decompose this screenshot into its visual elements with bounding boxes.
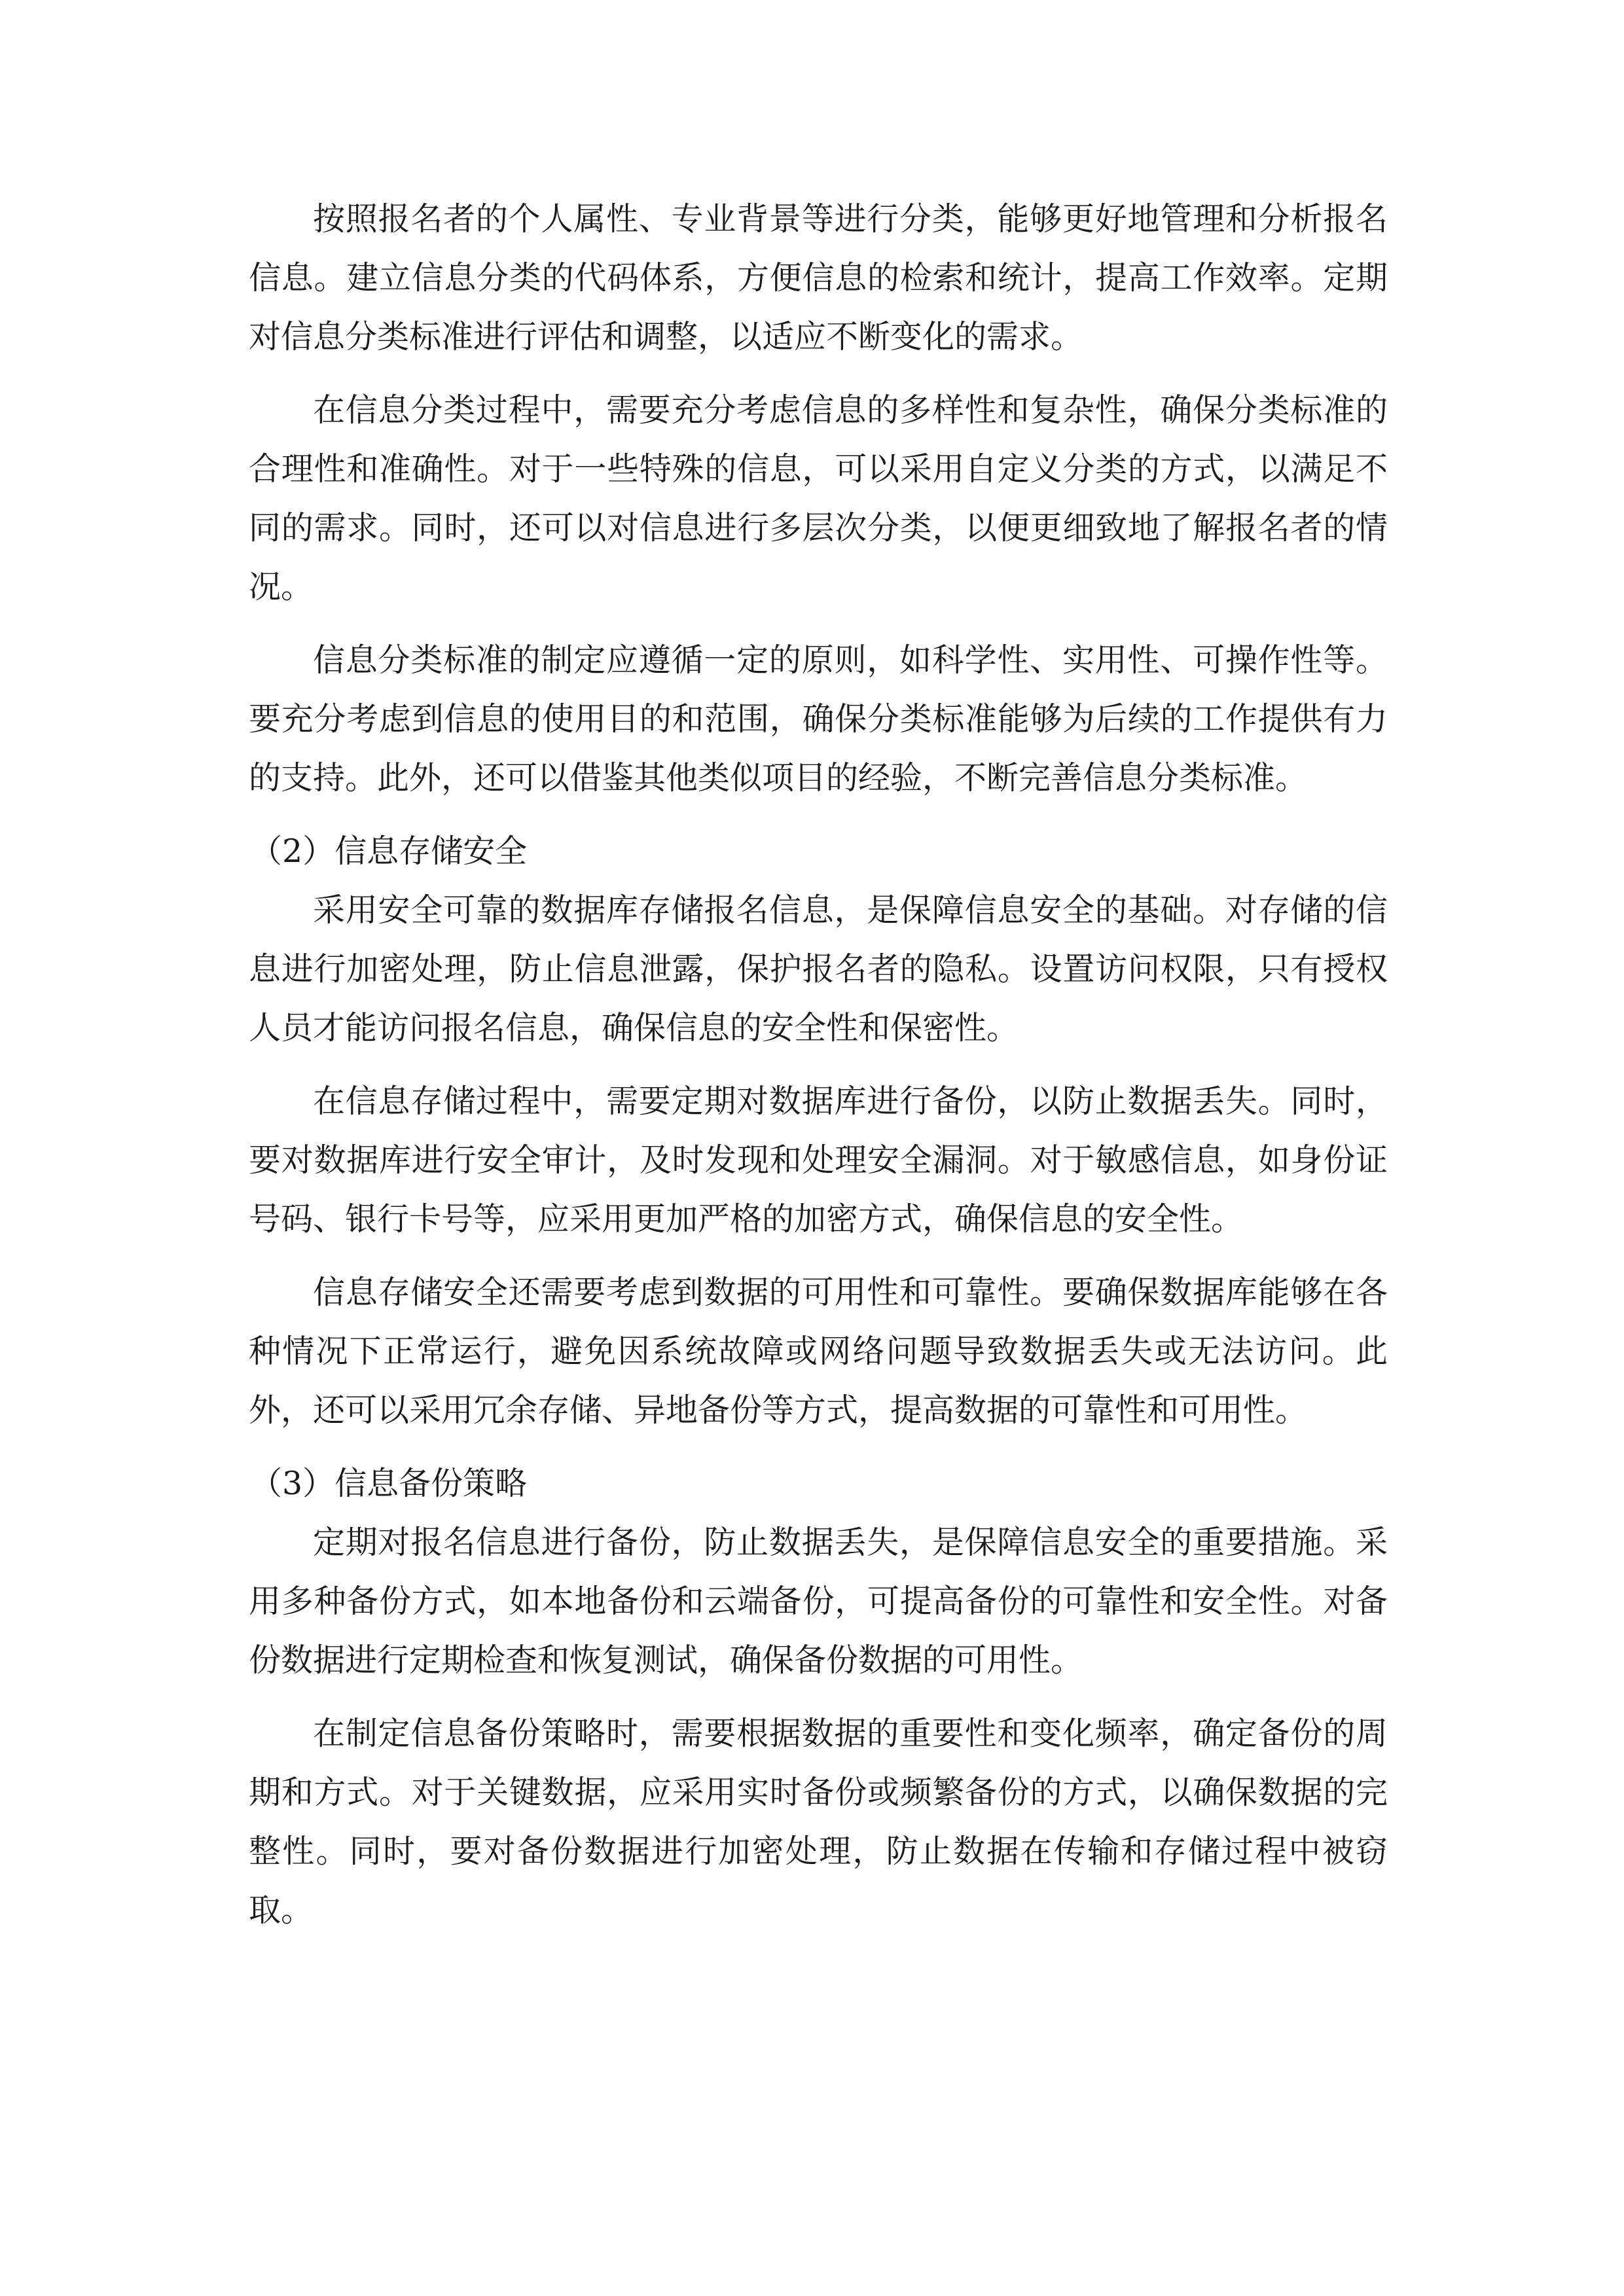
document-body <box>249 190 1388 1954</box>
paragraph-backup-policy: 在制定信息备份策略时，需要根据数据的重要性和变化频率，确定备份的周期和方式。对于关键数据，应采用实时备份或频繁备份的方式，以确保数据的完整性。同时，要对备份数据进行加密处理，防止数据在传输和存储过程中被窃取。 <box>249 1715 1388 1929</box>
paragraph-storage-database: 采用安全可靠的数据库存储报名信息，是保障信息安全的基础。对存储的信息进行加密处理，防止信息泄露，保护报名者的隐私。设置访问权限，只有授权人员才能访问报名信息，确保信息的安全性和保密性。 <box>249 891 1388 1047</box>
paragraph-storage-availability: 信息存储安全还需要考虑到数据的可用性和可靠性。要确保数据库能够在各种情况下正常运行，避免因系统故障或网络问题导致数据丢失或无法访问。此外，还可以采用冗余存储、异地备份等方式，提高数据的可靠性和可用性。 <box>249 1274 1388 1429</box>
paragraph-classification-process: 在信息分类过程中，需要充分考虑信息的多样性和复杂性，确保分类标准的合理性和准确性。对于一些特殊的信息，可以采用自定义分类的方式，以满足不同的需求。同时，还可以对信息进行多层次分类，以便更细致地了解报名者的情况。 <box>249 391 1388 605</box>
paragraph-storage-process: 在信息存储过程中，需要定期对数据库进行备份，以防止数据丢失。同时，要对数据库进行安全审计，及时发现和处理安全漏洞。对于敏感信息，如身份证号码、银行卡号等，应采用更加严格的加密方式，确保信息的安全性。 <box>249 1083 1388 1238</box>
section-heading-backup-strategy: （3）信息备份策略 <box>250 1465 528 1502</box>
paragraph-classification-basis: 按照报名者的个人属性、专业背景等进行分类，能够更好地管理和分析报名信息。建立信息分类的代码体系，方便信息的检索和统计，提高工作效率。定期对信息分类标准进行评估和调整，以适应不断变化的需求。 <box>249 200 1388 355</box>
paragraph-backup-regular: 定期对报名信息进行备份，防止数据丢失，是保障信息安全的重要措施。采用多种备份方式，如本地备份和云端备份，可提高备份的可靠性和安全性。对备份数据进行定期检查和恢复测试，确保备份数据的可用性。 <box>249 1524 1388 1679</box>
section-heading-storage-security: （2）信息存储安全 <box>250 833 528 870</box>
paragraph-classification-principles: 信息分类标准的制定应遵循一定的原则，如科学性、实用性、可操作性等。要充分考虑到信息的使用目的和范围，确保分类标准能够为后续的工作提供有力的支持。此外，还可以借鉴其他类似项目的经验，不断完善信息分类标准。 <box>249 641 1388 797</box>
